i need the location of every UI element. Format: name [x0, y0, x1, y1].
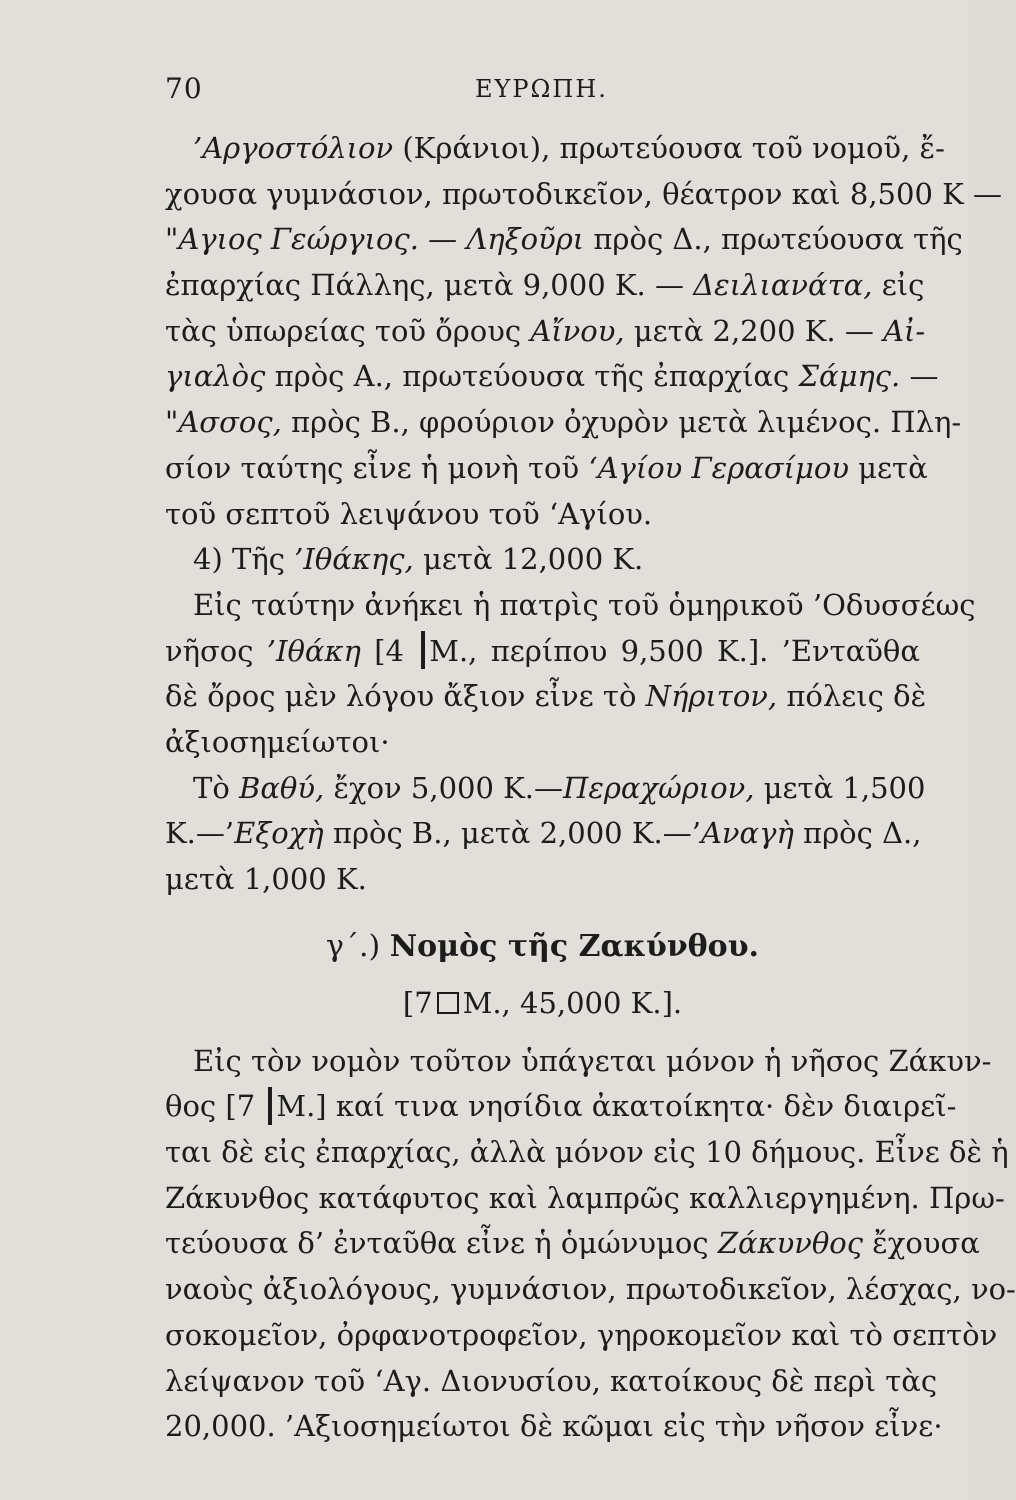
text-line	[165, 537, 920, 583]
place-name: ’Αργοστόλιον	[193, 131, 394, 165]
place-name: Δειλιανάτα,	[693, 268, 873, 303]
text-run: —	[900, 359, 939, 394]
page-number: 70	[165, 72, 203, 105]
text-run: πρὸς Δ.,	[793, 816, 922, 851]
text-line: Εἰς τὸν νομὸν τοῦτον ὑπάγεται μόνον ἡ νῆσος Ζάκυν-	[193, 1043, 992, 1078]
text-run: ἔχουσα	[863, 1226, 980, 1261]
place-name: Εξοχὴ	[234, 816, 324, 851]
text-line	[165, 126, 945, 172]
text-line	[165, 217, 963, 263]
text-run: πρὸς Β., μετὰ 2,000 Κ.—’	[323, 816, 701, 851]
text-run: μετὰ 2,200 Κ. —	[624, 313, 884, 348]
square-symbol-icon	[437, 992, 459, 1014]
text-run: πρὸς Β., φρούριον ὀχυρὸν μετὰ λιμένος. Πλη-	[281, 405, 962, 440]
text-line: σοκομεῖον, ὀρφανοτροφεῖον, γηροκομεῖον καὶ τὸ σεπτὸν	[165, 1317, 998, 1352]
text-run: ἐπαρχίας Πάλλης, μετὰ 9,000 Κ. —	[165, 268, 694, 303]
page-header	[165, 72, 915, 112]
text-run: 4) Τῆς	[193, 542, 295, 577]
text-run: μετὰ 1,500	[754, 770, 926, 805]
section-number: γ΄.)	[326, 928, 381, 964]
place-name: "Ασσος,	[165, 405, 282, 440]
text-run: [4	[360, 633, 418, 668]
place-name: γιαλὸς	[165, 359, 266, 394]
text-run: Μ., περίπου 9,500 Κ.]. ’Ενταῦθα	[429, 633, 920, 668]
text-line	[165, 629, 920, 675]
text-run: εἰς	[872, 268, 925, 303]
text-line: 20,000. ’Αξιοσημείωτοι δὲ κῶμαι εἰς τὴν νῆσον εἶνε·	[165, 1409, 943, 1444]
text-line: τοῦ σεπτοῦ λειψάνου τοῦ ‘Αγίου.	[165, 496, 653, 531]
text-run: τὰς ὑπωρείας τοῦ ὄρους	[165, 313, 531, 348]
place-name: Ζάκυνθος	[717, 1226, 863, 1261]
place-name: Ληξοῦρι	[466, 222, 585, 257]
place-name: Περαχώριον,	[563, 770, 755, 805]
text-run: Μ., 45,000 Κ.].	[462, 985, 683, 1020]
text-line	[165, 1221, 980, 1267]
running-head: ΕΥΡΩΠΗ.	[475, 75, 608, 103]
text-run: [7	[402, 985, 433, 1020]
text-run: σίον ταύτης εἶνε ἡ μονὴ τοῦ	[165, 450, 589, 485]
text-run: Κ.—’	[165, 816, 235, 851]
text-line	[165, 811, 920, 857]
text-line	[165, 674, 927, 720]
text-line: μετὰ 1,000 Κ.	[165, 862, 367, 896]
text-run: νῆσος	[165, 633, 267, 668]
place-name: Σάμης.	[798, 359, 901, 394]
text-line: ἀξιοσημείωτοι·	[165, 724, 390, 759]
text-run: μετὰ	[848, 450, 928, 485]
text-line: ναοὺς ἀξιολόγους, γυμνάσιον, πρωτοδικεῖον, λέσχας, νο-	[165, 1272, 1016, 1307]
text-run: —	[418, 222, 467, 257]
text-line	[165, 309, 926, 355]
square-symbol-icon	[421, 631, 425, 669]
text-line	[165, 766, 926, 812]
text-line	[165, 400, 962, 446]
text-run: (Κράνιοι), πρωτεύουσα τοῦ νομοῦ, ἔ-	[393, 131, 945, 165]
place-name: Αναγὴ	[700, 816, 794, 851]
place-name: Βαθύ,	[239, 770, 325, 805]
text-line	[165, 263, 925, 309]
text-run: δὲ ὄρος μὲν λόγου ἄξιον εἶνε τὸ	[165, 679, 646, 714]
text-line: Εἰς ταύτην ἀνήκει ἡ πατρὶς τοῦ ὁμηρικοῦ ’Οδυσσέως	[193, 587, 976, 622]
text-run: πρὸς Α., πρωτεύουσα τῆς ἐπαρχίας	[265, 359, 799, 394]
section-heading	[165, 917, 920, 977]
place-name: ’Ιθάκη	[266, 633, 361, 668]
text-run: πόλεις δὲ	[777, 679, 927, 714]
place-name: Νήριτον,	[645, 679, 778, 714]
text-run: τεύουσα δ’ ἐνταῦθα εἶνε ἡ ὁμώνυμος	[165, 1226, 718, 1261]
text-line: χουσα γυμνάσιον, πρωτοδικεῖον, θέατρον καὶ 8,500 Κ —	[165, 176, 1002, 211]
place-name: ’Ιθάκης,	[294, 542, 414, 577]
place-name: Αἴνου,	[530, 313, 625, 348]
text-line	[165, 354, 939, 400]
square-symbol-icon	[268, 1087, 272, 1125]
text-run: Τὸ	[193, 770, 240, 805]
section-title: Νομὸς τῆς Ζακύνθου.	[389, 928, 759, 964]
text-line	[165, 446, 928, 492]
text-run: ἔχον 5,000 Κ.—	[324, 770, 564, 805]
text-line: Ζάκυνθος κατάφυτος καὶ λαμπρῶς καλλιεργημένη. Πρω-	[165, 1180, 1005, 1215]
text-line	[165, 1084, 957, 1130]
text-line: ται δὲ εἰς ἐπαρχίας, ἀλλὰ μόνον εἰς 10 δήμους. Εἶνε δὲ ἡ	[165, 1135, 1009, 1170]
place-name: ‘Αγίου Γερασίμου	[588, 450, 849, 485]
text-run: θος [7	[165, 1089, 265, 1124]
section-subheading	[165, 977, 920, 1029]
text-run: Μ.] καί τινα νησίδια ἀκατοίκητα· δὲν διαιρεῖ-	[276, 1089, 957, 1124]
place-name: "Αγιος Γεώργιος.	[165, 222, 419, 257]
text-run: πρὸς Δ., πρωτεύουσα τῆς	[584, 222, 963, 257]
text-run: μετὰ 12,000 Κ.	[413, 542, 644, 577]
text-line: λείψανον τοῦ ‘Αγ. Διονυσίου, κατοίκους δὲ περὶ τὰς	[165, 1363, 938, 1398]
page-body	[165, 126, 1016, 1450]
place-name: Αἰ-	[883, 313, 926, 348]
